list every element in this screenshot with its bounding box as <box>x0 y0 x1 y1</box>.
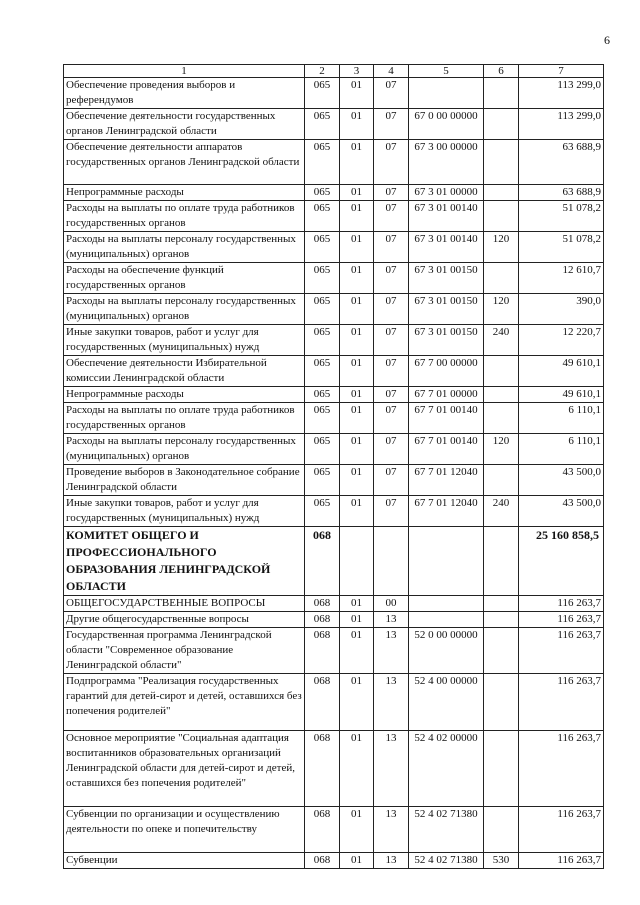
table-row <box>64 731 604 807</box>
row-name-cell: Обеспечение деятельности государственных органов Ленинградской области <box>64 109 305 140</box>
row-grbs-cell: 068 <box>305 674 340 731</box>
row-expense-type-cell <box>484 731 519 807</box>
row-grbs-cell: 065 <box>305 496 340 527</box>
row-subsection-cell: 07 <box>374 232 409 263</box>
row-section-cell: 01 <box>340 612 374 628</box>
row-grbs-cell: 065 <box>305 109 340 140</box>
row-grbs-cell: 065 <box>305 403 340 434</box>
row-amount-cell: 51 078,2 <box>519 201 604 232</box>
row-expense-type-cell <box>484 628 519 674</box>
row-name-cell: Основное мероприятие "Социальная адаптация воспитанников образовательных организаций Ленинградской области для детей-сирот и детей, оставшихся без попечения родителей" <box>64 731 305 807</box>
row-grbs-cell: 068 <box>305 628 340 674</box>
row-name-cell: ОБЩЕГОСУДАРСТВЕННЫЕ ВОПРОСЫ <box>64 596 305 612</box>
row-expense-type-cell <box>484 387 519 403</box>
row-grbs-cell: 068 <box>305 596 340 612</box>
row-subsection-cell: 07 <box>374 263 409 294</box>
row-target-article-cell: 52 4 00 00000 <box>409 674 484 731</box>
row-section-cell: 01 <box>340 109 374 140</box>
table-header-row <box>64 65 604 78</box>
row-name-cell: КОМИТЕТ ОБЩЕГО И ПРОФЕССИОНАЛЬНОГО ОБРАЗОВАНИЯ ЛЕНИНГРАДСКОЙ ОБЛАСТИ <box>64 527 305 596</box>
row-subsection-cell: 07 <box>374 434 409 465</box>
row-name-cell: Непрограммные расходы <box>64 387 305 403</box>
row-subsection-cell: 13 <box>374 628 409 674</box>
page-number: 6 <box>604 33 610 47</box>
column-header: 6 <box>484 65 519 78</box>
table-row <box>64 853 604 869</box>
row-grbs-cell: 065 <box>305 465 340 496</box>
row-target-article-cell: 67 3 01 00140 <box>409 201 484 232</box>
row-name-cell: Расходы на выплаты по оплате труда работников государственных органов <box>64 201 305 232</box>
row-expense-type-cell <box>484 140 519 185</box>
table-row <box>64 78 604 109</box>
table-row <box>64 403 604 434</box>
table-row <box>64 263 604 294</box>
row-subsection-cell: 07 <box>374 465 409 496</box>
row-grbs-cell: 068 <box>305 807 340 853</box>
row-subsection-cell: 07 <box>374 496 409 527</box>
row-expense-type-cell: 530 <box>484 853 519 869</box>
table-body <box>64 78 604 869</box>
row-expense-type-cell: 120 <box>484 294 519 325</box>
row-section-cell: 01 <box>340 434 374 465</box>
row-amount-cell: 113 299,0 <box>519 109 604 140</box>
row-name-cell: Расходы на обеспечение функций государственных органов <box>64 263 305 294</box>
row-target-article-cell: 67 3 00 00000 <box>409 140 484 185</box>
row-grbs-cell: 068 <box>305 731 340 807</box>
row-section-cell: 01 <box>340 185 374 201</box>
row-amount-cell: 113 299,0 <box>519 78 604 109</box>
row-name-cell: Другие общегосударственные вопросы <box>64 612 305 628</box>
row-expense-type-cell: 120 <box>484 232 519 263</box>
row-grbs-cell: 065 <box>305 263 340 294</box>
row-section-cell: 01 <box>340 232 374 263</box>
row-subsection-cell: 13 <box>374 731 409 807</box>
row-subsection-cell: 13 <box>374 674 409 731</box>
row-grbs-cell: 065 <box>305 387 340 403</box>
row-name-cell: Подпрограмма "Реализация государственных гарантий для детей-сирот и детей, оставшихся без попечения родителей" <box>64 674 305 731</box>
row-amount-cell: 43 500,0 <box>519 496 604 527</box>
table-row <box>64 185 604 201</box>
row-amount-cell: 6 110,1 <box>519 434 604 465</box>
row-expense-type-cell <box>484 201 519 232</box>
row-target-article-cell: 67 0 00 00000 <box>409 109 484 140</box>
row-amount-cell: 63 688,9 <box>519 140 604 185</box>
row-name-cell: Непрограммные расходы <box>64 185 305 201</box>
row-expense-type-cell <box>484 527 519 596</box>
row-section-cell: 01 <box>340 403 374 434</box>
row-grbs-cell: 065 <box>305 140 340 185</box>
row-amount-cell: 116 263,7 <box>519 807 604 853</box>
row-name-cell: Проведение выборов в Законодательное собрание Ленинградской области <box>64 465 305 496</box>
row-subsection-cell: 13 <box>374 853 409 869</box>
table-row <box>64 140 604 185</box>
row-target-article-cell: 67 7 01 00000 <box>409 387 484 403</box>
row-amount-cell: 43 500,0 <box>519 465 604 496</box>
row-section-cell: 01 <box>340 78 374 109</box>
row-grbs-cell: 065 <box>305 434 340 465</box>
row-name-cell: Обеспечение деятельности Избирательной комиссии Ленинградской области <box>64 356 305 387</box>
row-expense-type-cell <box>484 356 519 387</box>
row-expense-type-cell <box>484 263 519 294</box>
table-row <box>64 596 604 612</box>
row-target-article-cell <box>409 527 484 596</box>
column-header: 4 <box>374 65 409 78</box>
row-amount-cell: 63 688,9 <box>519 185 604 201</box>
row-amount-cell: 51 078,2 <box>519 232 604 263</box>
row-grbs-cell: 065 <box>305 185 340 201</box>
row-grbs-cell: 068 <box>305 612 340 628</box>
row-subsection-cell: 07 <box>374 109 409 140</box>
row-subsection-cell: 07 <box>374 356 409 387</box>
row-amount-cell: 390,0 <box>519 294 604 325</box>
row-subsection-cell: 07 <box>374 325 409 356</box>
table-row <box>64 674 604 731</box>
row-grbs-cell: 065 <box>305 78 340 109</box>
row-amount-cell: 116 263,7 <box>519 674 604 731</box>
row-target-article-cell: 67 3 01 00150 <box>409 294 484 325</box>
row-target-article-cell: 67 3 01 00000 <box>409 185 484 201</box>
row-expense-type-cell <box>484 674 519 731</box>
row-grbs-cell: 068 <box>305 527 340 596</box>
row-section-cell: 01 <box>340 496 374 527</box>
row-target-article-cell: 52 4 02 71380 <box>409 807 484 853</box>
row-amount-cell: 6 110,1 <box>519 403 604 434</box>
row-expense-type-cell <box>484 807 519 853</box>
row-subsection-cell: 07 <box>374 387 409 403</box>
row-subsection-cell: 13 <box>374 807 409 853</box>
row-section-cell: 01 <box>340 263 374 294</box>
row-target-article-cell: 52 4 02 71380 <box>409 853 484 869</box>
row-expense-type-cell <box>484 596 519 612</box>
row-amount-cell: 116 263,7 <box>519 596 604 612</box>
row-subsection-cell: 07 <box>374 201 409 232</box>
row-target-article-cell: 67 3 01 00140 <box>409 232 484 263</box>
row-section-cell: 01 <box>340 294 374 325</box>
row-target-article-cell <box>409 78 484 109</box>
row-grbs-cell: 065 <box>305 294 340 325</box>
row-name-cell: Обеспечение проведения выборов и референдумов <box>64 78 305 109</box>
row-name-cell: Обеспечение деятельности аппаратов государственных органов Ленинградской области <box>64 140 305 185</box>
row-section-cell: 01 <box>340 596 374 612</box>
row-amount-cell: 116 263,7 <box>519 853 604 869</box>
row-name-cell: Субвенции по организации и осуществлению деятельности по опеке и попечительству <box>64 807 305 853</box>
row-name-cell: Расходы на выплаты персоналу государственных (муниципальных) органов <box>64 232 305 263</box>
row-section-cell: 01 <box>340 853 374 869</box>
table-row <box>64 232 604 263</box>
row-target-article-cell: 67 3 01 00150 <box>409 325 484 356</box>
row-amount-cell: 116 263,7 <box>519 731 604 807</box>
row-section-cell <box>340 527 374 596</box>
row-subsection-cell: 07 <box>374 78 409 109</box>
row-name-cell: Государственная программа Ленинградской области "Современное образование Ленинградской области" <box>64 628 305 674</box>
row-grbs-cell: 065 <box>305 325 340 356</box>
row-target-article-cell: 67 7 01 00140 <box>409 403 484 434</box>
table-row <box>64 628 604 674</box>
row-expense-type-cell <box>484 403 519 434</box>
row-target-article-cell <box>409 596 484 612</box>
row-subsection-cell: 00 <box>374 596 409 612</box>
table-row <box>64 109 604 140</box>
row-subsection-cell: 07 <box>374 403 409 434</box>
row-section-cell: 01 <box>340 140 374 185</box>
row-expense-type-cell: 240 <box>484 325 519 356</box>
row-amount-cell: 49 610,1 <box>519 356 604 387</box>
row-section-cell: 01 <box>340 201 374 232</box>
row-section-cell: 01 <box>340 807 374 853</box>
row-name-cell: Субвенции <box>64 853 305 869</box>
row-expense-type-cell <box>484 109 519 140</box>
row-target-article-cell: 67 7 01 12040 <box>409 465 484 496</box>
row-target-article-cell: 67 7 01 12040 <box>409 496 484 527</box>
column-header: 2 <box>305 65 340 78</box>
row-name-cell: Иные закупки товаров, работ и услуг для государственных (муниципальных) нужд <box>64 325 305 356</box>
row-section-cell: 01 <box>340 731 374 807</box>
row-target-article-cell: 52 0 00 00000 <box>409 628 484 674</box>
row-amount-cell: 12 610,7 <box>519 263 604 294</box>
table-row <box>64 387 604 403</box>
row-section-cell: 01 <box>340 387 374 403</box>
row-subsection-cell: 07 <box>374 185 409 201</box>
budget-table <box>63 64 604 869</box>
table-row <box>64 465 604 496</box>
row-amount-cell: 49 610,1 <box>519 387 604 403</box>
column-header: 1 <box>64 65 305 78</box>
table-row <box>64 434 604 465</box>
row-name-cell: Иные закупки товаров, работ и услуг для государственных (муниципальных) нужд <box>64 496 305 527</box>
table-row <box>64 496 604 527</box>
row-expense-type-cell: 240 <box>484 496 519 527</box>
row-expense-type-cell <box>484 612 519 628</box>
table-row <box>64 807 604 853</box>
row-name-cell: Расходы на выплаты персоналу государственных (муниципальных) органов <box>64 434 305 465</box>
table-row <box>64 325 604 356</box>
row-amount-cell: 12 220,7 <box>519 325 604 356</box>
table-row <box>64 527 604 596</box>
row-section-cell: 01 <box>340 356 374 387</box>
row-subsection-cell: 07 <box>374 294 409 325</box>
row-grbs-cell: 065 <box>305 232 340 263</box>
row-section-cell: 01 <box>340 628 374 674</box>
row-target-article-cell: 67 7 00 00000 <box>409 356 484 387</box>
table-row <box>64 356 604 387</box>
row-expense-type-cell <box>484 185 519 201</box>
row-amount-cell: 25 160 858,5 <box>519 527 604 596</box>
row-amount-cell: 116 263,7 <box>519 628 604 674</box>
table-row <box>64 201 604 232</box>
row-target-article-cell: 67 3 01 00150 <box>409 263 484 294</box>
row-section-cell: 01 <box>340 465 374 496</box>
row-subsection-cell: 07 <box>374 140 409 185</box>
row-section-cell: 01 <box>340 325 374 356</box>
column-header: 5 <box>409 65 484 78</box>
row-grbs-cell: 065 <box>305 201 340 232</box>
row-target-article-cell: 52 4 02 00000 <box>409 731 484 807</box>
table-row <box>64 294 604 325</box>
row-subsection-cell: 13 <box>374 612 409 628</box>
row-target-article-cell <box>409 612 484 628</box>
column-header: 7 <box>519 65 604 78</box>
row-grbs-cell: 068 <box>305 853 340 869</box>
row-amount-cell: 116 263,7 <box>519 612 604 628</box>
row-grbs-cell: 065 <box>305 356 340 387</box>
column-header: 3 <box>340 65 374 78</box>
row-subsection-cell <box>374 527 409 596</box>
row-expense-type-cell <box>484 78 519 109</box>
row-name-cell: Расходы на выплаты по оплате труда работников государственных органов <box>64 403 305 434</box>
row-section-cell: 01 <box>340 674 374 731</box>
row-expense-type-cell <box>484 465 519 496</box>
row-expense-type-cell: 120 <box>484 434 519 465</box>
row-name-cell: Расходы на выплаты персоналу государственных (муниципальных) органов <box>64 294 305 325</box>
table-row <box>64 612 604 628</box>
row-target-article-cell: 67 7 01 00140 <box>409 434 484 465</box>
